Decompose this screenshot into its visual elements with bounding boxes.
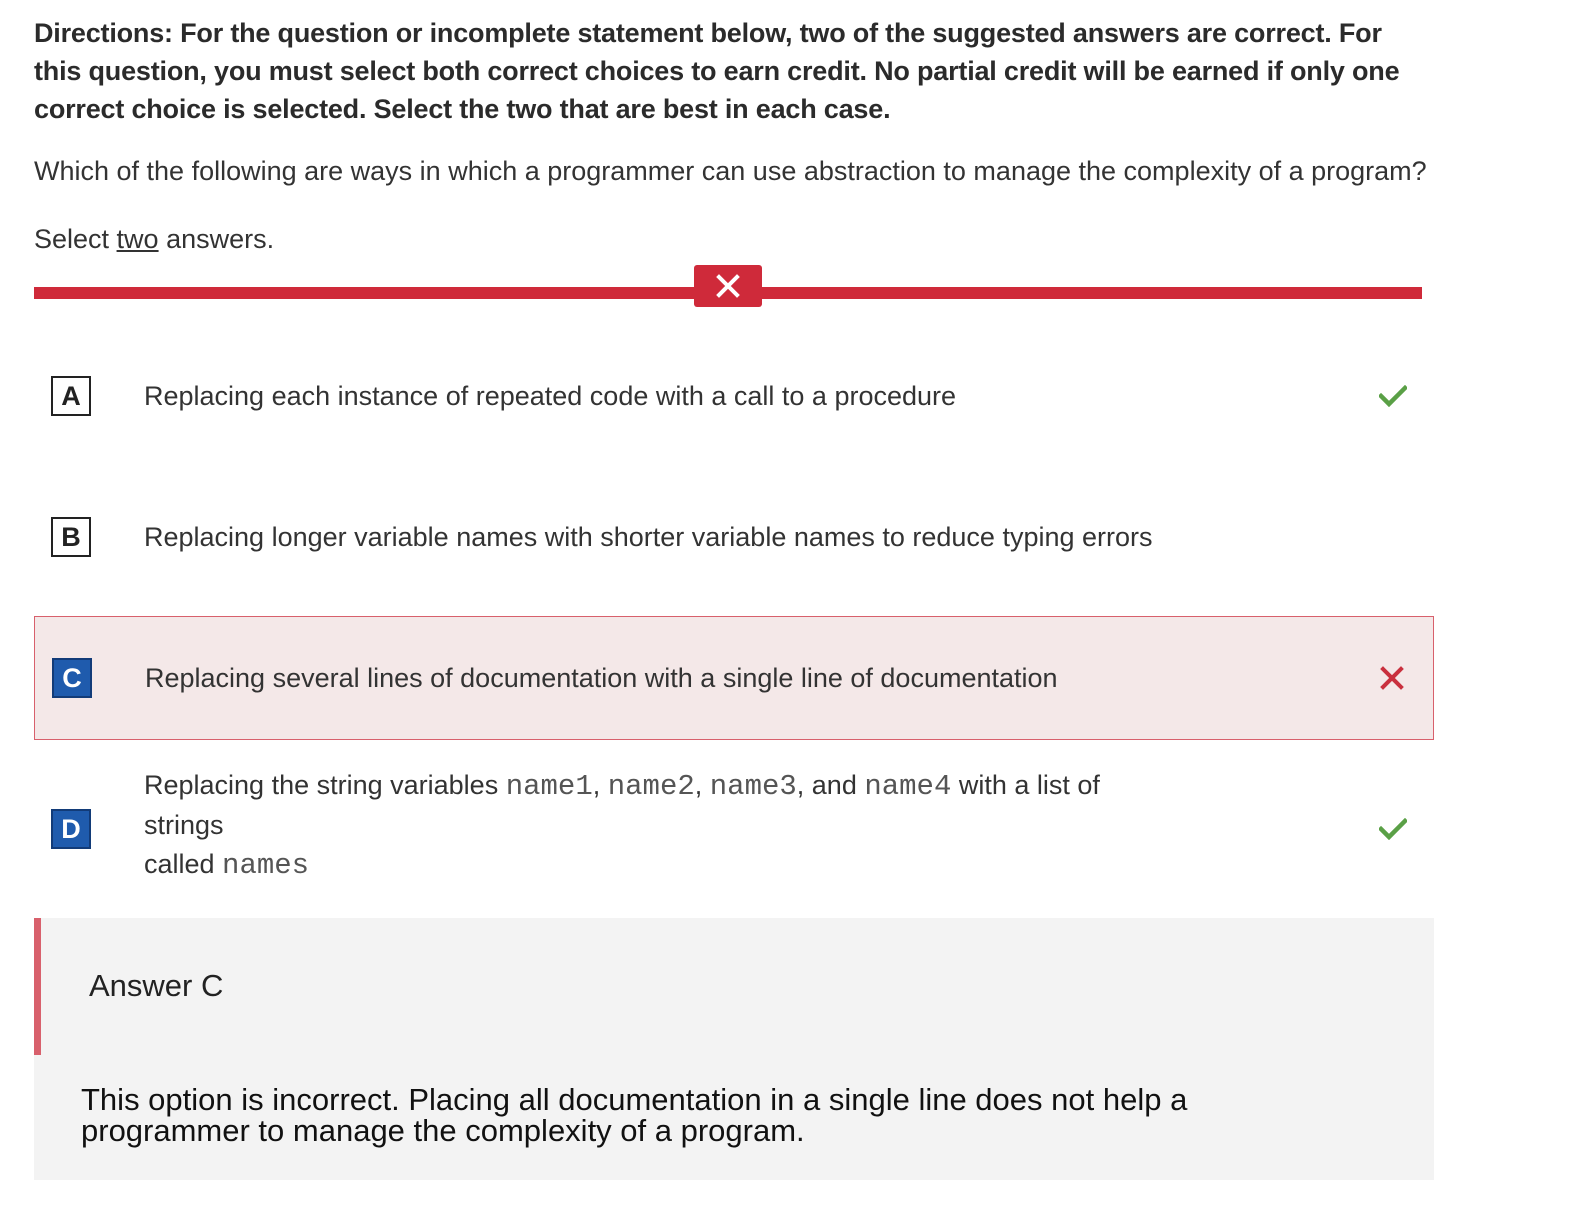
choice-letter: D <box>51 809 91 849</box>
choice-letter: C <box>52 658 92 698</box>
code-name3: name3 <box>709 770 797 803</box>
close-icon <box>1377 663 1407 693</box>
choice-letter: A <box>51 376 91 416</box>
code-names: names <box>222 849 310 882</box>
choice-text <box>144 766 1100 885</box>
result-badge <box>694 265 762 307</box>
code-name2: name2 <box>607 770 695 803</box>
answer-feedback <box>34 918 1434 1180</box>
directions-text: Directions: For the question or incomplete statement below, two of the suggested answers are correct. For this question, you must select both correct choices to earn credit. No partial credit will be earned if only one correct choice is selected. Select the two that are best in each case. <box>34 18 1400 124</box>
check-icon <box>1378 814 1408 844</box>
instruction-suffix: answers. <box>158 224 275 254</box>
close-icon <box>716 274 740 298</box>
feedback-body: This option is incorrect. Placing all documentation in a single line does not help a programmer to manage the complexity of a program. <box>81 1082 1188 1148</box>
choice-letter: B <box>51 517 91 557</box>
code-name4: name4 <box>864 770 952 803</box>
choice-text: Replacing longer variable names with shorter variable names to reduce typing errors <box>144 521 1153 552</box>
result-bar <box>34 287 1422 299</box>
choice-b[interactable] <box>34 490 1434 584</box>
choice-text-line-3: called names <box>144 849 310 882</box>
instruction-emphasis: two <box>116 224 159 254</box>
answer-choices <box>34 349 1434 914</box>
check-icon <box>1378 381 1408 411</box>
choice-a[interactable] <box>34 349 1434 443</box>
feedback-title: Answer C <box>89 968 224 1003</box>
choice-text: Replacing several lines of documentation with a single line of documentation <box>145 662 1058 693</box>
code-name1: name1 <box>505 770 593 803</box>
feedback-accent-bar <box>34 918 41 1055</box>
choice-c[interactable] <box>34 616 1434 740</box>
instruction-prefix: Select <box>34 224 117 254</box>
choice-d[interactable] <box>34 744 1434 914</box>
choice-text: Replacing each instance of repeated code with a call to a procedure <box>144 380 957 411</box>
question-text: Which of the following are ways in which a programmer can use abstraction to manage the complexity of a program? <box>34 156 1427 186</box>
choice-text-line-1: Replacing the string variables name1, name2, name3, and name4 with a list of <box>144 770 1100 803</box>
choice-text-line-2: strings <box>144 810 224 840</box>
question-panel <box>34 14 1434 1180</box>
instruction-text <box>34 221 1434 257</box>
